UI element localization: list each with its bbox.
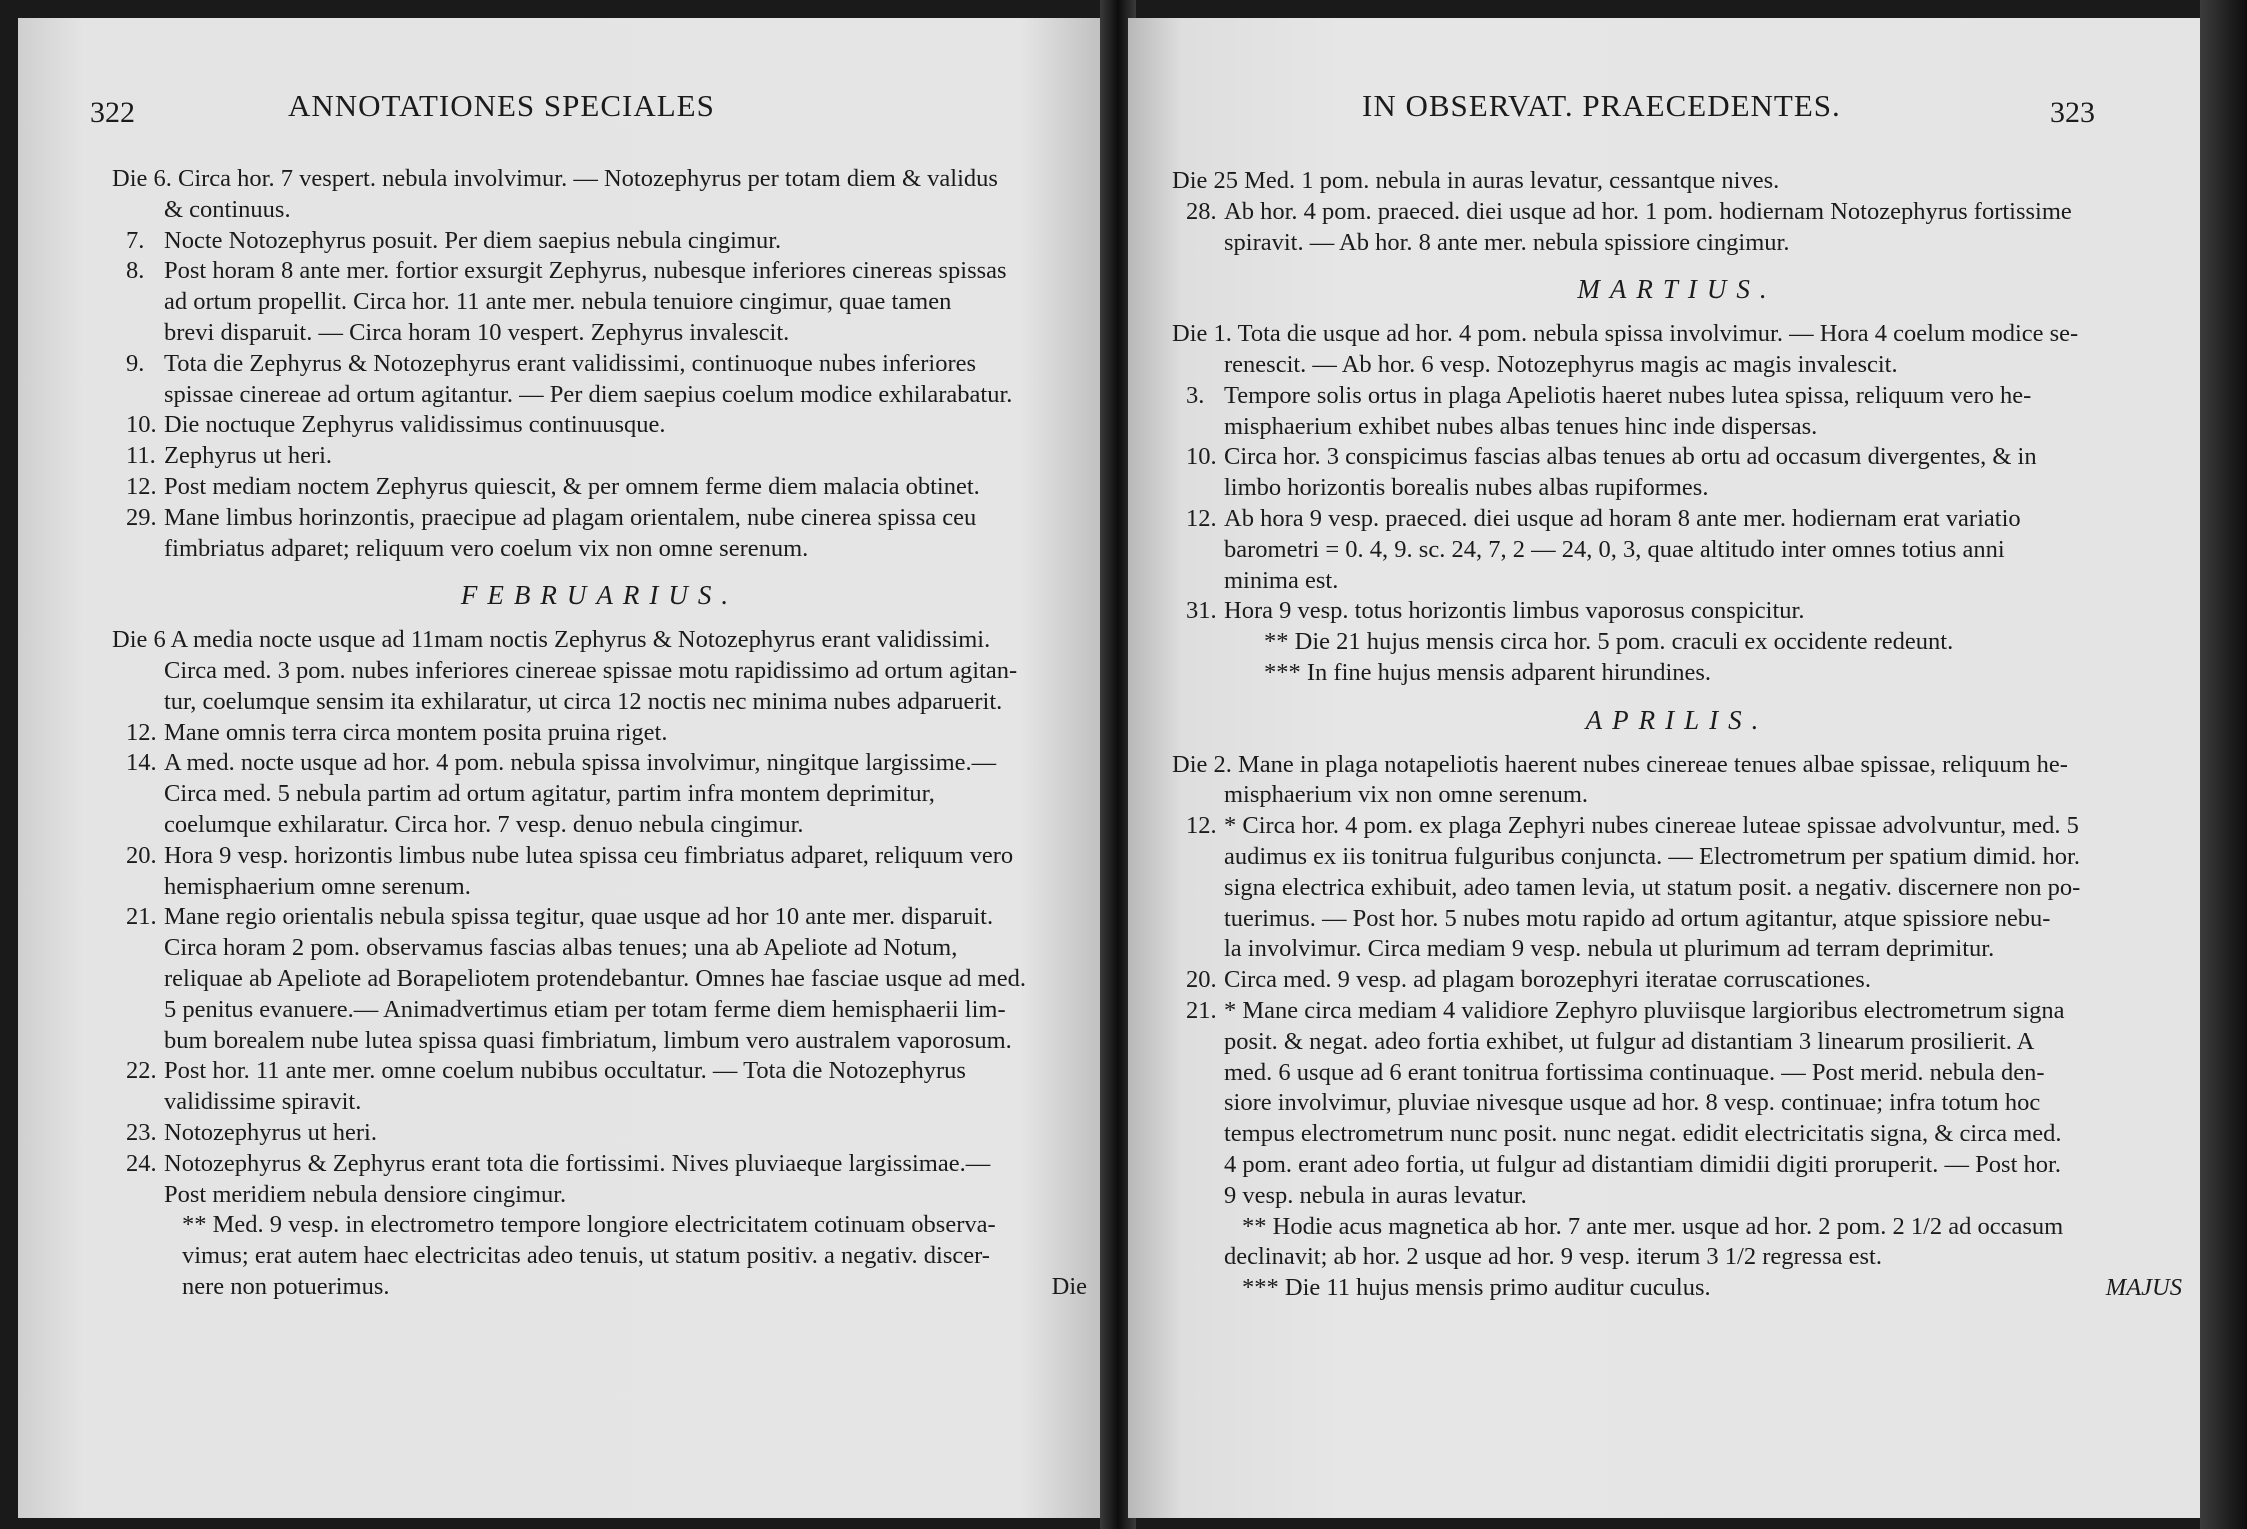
entry-line: fimbriatus adparet; reliquum vero coelum vix non omne serenum. (164, 534, 809, 562)
entry-number: 20. (126, 841, 157, 869)
entry-line: ad ortum propellit. Circa hor. 11 ante mer. nebula tenuiore cingimur, quae tamen (164, 288, 952, 316)
entry-line: hemisphaerium omne serenum. (164, 872, 471, 900)
footnote-electrometer (112, 1210, 1087, 1302)
entry-line: 9 vesp. nebula in auras levatur. (1224, 1181, 1527, 1209)
left-page (18, 18, 1108, 1518)
right-page (1128, 18, 2208, 1518)
entry-jan-4 (112, 410, 1087, 441)
entry-line: Zephyrus ut heri. (164, 442, 333, 470)
note-last-line (182, 1272, 1087, 1303)
entry-line: misphaerium vix non omne serenum. (1224, 781, 1589, 809)
entry-line: reliquae ab Apeliote ad Borapeliotem protendebantur. Omnes hae fasciae usque ad med. (164, 964, 1026, 992)
entry-number: 21. (1186, 996, 1217, 1024)
entry-number: Die 25 (1172, 167, 1238, 194)
entry-line: Notozephyrus & Zephyrus erant tota die fortissimi. Nives pluviaeque largissimae.— (164, 1149, 991, 1177)
entry-mar-1 (1172, 381, 2182, 443)
entry-line: posit. & negat. adeo fortia exhibet, ut fulgur ad distantiam 3 linearum prosilierit. A (1224, 1027, 2035, 1055)
entry-line: 5 penitus evanuere.— Animadvertimus etiam per totam ferme diem hemisphaerii lim- (164, 995, 1006, 1023)
entry-line: tempus electrometrum nunc posit. nunc negat. edidit electricitatis signa, & circa med. (1224, 1120, 2062, 1148)
entry-number: 23. (126, 1118, 157, 1146)
entry-number: 3. (1186, 381, 1205, 409)
entry-jan-7 (112, 503, 1087, 565)
page-number-left: 322 (90, 96, 135, 129)
entry-line: Post meridiem nebula densiore cingimur. (164, 1180, 567, 1208)
entry-feb-3 (112, 841, 1087, 903)
note-line: nere non potuerimus. (182, 1272, 390, 1300)
entry-number: 24. (126, 1149, 157, 1177)
right-body-text (1172, 166, 2182, 1304)
entry-line: Circa horam 2 pom. observamus fascias albas tenues; una ab Apeliote ad Notum, (164, 934, 958, 962)
note-line: ** Med. 9 vesp. in electrometro tempore longiore electricitatem cotinuam observa- (182, 1211, 996, 1239)
entry-line: Mane omnis terra circa montem posita pruina riget. (164, 718, 668, 746)
entry-febc-0 (1172, 166, 2182, 197)
entry-number: 20. (1186, 966, 1217, 994)
book-edge (2200, 0, 2247, 1529)
entry-line: tur, coelumque sensim ita exhilaratur, ut circa 12 noctis nec minima nubes adparuerit. (164, 687, 1003, 715)
entry-line: bum borealem nube lutea spissa quasi fimbriatum, limbum vero australem vaporosum. (164, 1026, 1012, 1054)
entry-line: spissae cinereae ad ortum agitantur. — Per diem saepius coelum modice exhilarabatur. (164, 380, 1013, 408)
entry-line: tuerimus. — Post hor. 5 nubes motu rapido ad ortum agitantur, atque spissiore nebu- (1224, 904, 2051, 932)
entry-line: Circa med. 9 vesp. ad plagam borozephyri iteratae corruscationes. (1224, 966, 1871, 994)
entry-line: Tota die Zephyrus & Notozephyrus erant validissimi, continuoque nubes inferiores (164, 349, 977, 377)
catchword-right: MAJUS (2105, 1274, 2182, 1302)
entry-line: & continuus. (164, 195, 291, 223)
note-line: ** Hodie acus magnetica ab hor. 7 ante mer. usque ad hor. 2 pom. 2 1/2 ad occasum (1242, 1212, 2064, 1240)
entry-number: 10. (1186, 443, 1217, 471)
entry-feb-1 (112, 718, 1087, 749)
entry-number: 10. (126, 411, 157, 439)
month-heading-martius: MARTIUS. (1577, 274, 1777, 305)
entry-mar-4 (1172, 596, 2182, 627)
month-heading-februarius: FEBRUARIUS. (460, 580, 739, 611)
entry-number: 11. (126, 442, 156, 470)
entry-line: Ab hora 9 vesp. praeced. diei usque ad horam 8 ante mer. hodiernam erat variatio (1224, 504, 2021, 532)
entry-line: Med. 1 pom. nebula in auras levatur, cessantque nives. (1244, 167, 1780, 194)
entry-line: Die noctuque Zephyrus validissimus continuusque. (164, 411, 666, 439)
entry-jan-1 (112, 226, 1087, 257)
entry-line: signa electrica exhibuit, adeo tamen levia, ut statum posit. a negativ. discernere non po- (1224, 873, 2081, 901)
entry-feb-4 (112, 902, 1087, 1056)
entry-line: Post mediam noctem Zephyrus quiescit, & per omnem ferme diem malacia obtinet. (164, 472, 980, 500)
entry-line: Mane limbus horinzontis, praecipue ad plagam orientalem, nube cinerea spissa ceu (164, 503, 977, 531)
entry-line: siore involvimur, pluviae nivesque usque ad hor. 8 vesp. continuae; infra totum hoc (1224, 1089, 2041, 1117)
entry-number: 7. (126, 226, 145, 254)
note-line: vimus; erat autem haec electricitas adeo tenuis, ut statum positiv. a negativ. discer- (182, 1242, 990, 1270)
entry-line: * Mane circa mediam 4 validiore Zephyro pluviisque largioribus electrometrum signa (1224, 996, 2065, 1024)
entry-feb-2 (112, 748, 1087, 840)
entry-line: A med. nocte usque ad hor. 4 pom. nebula spissa involvimur, ningitque largissime.— (164, 749, 997, 777)
entry-line: Hora 9 vesp. totus horizontis limbus vaporosus conspicitur. (1224, 597, 1805, 625)
entry-number: 12. (126, 718, 157, 746)
entry-number: 22. (126, 1057, 157, 1085)
entry-mar-2 (1172, 442, 2182, 504)
entry-line: med. 6 usque ad 6 erant tonitrua fortissima continuaque. — Post merid. nebula den- (1224, 1058, 2045, 1086)
entry-number: 31. (1186, 597, 1217, 625)
entry-feb-6 (112, 1118, 1087, 1149)
entry-line: minima est. (1224, 566, 1339, 594)
entry-line: barometri = 0. 4, 9. sc. 24, 7, 2 — 24, 0, 3, quae altitudo inter omnes totius anni (1224, 535, 2005, 563)
entry-line: Notozephyrus ut heri. (164, 1118, 377, 1146)
entry-number: 29. (126, 503, 157, 531)
entry-feb-5 (112, 1056, 1087, 1118)
note-line: declinavit; ab hor. 2 usque ad hor. 9 vesp. iterum 3 1/2 regressa est. (1224, 1243, 1882, 1271)
entry-mar-0 (1172, 319, 2182, 381)
entry-number: Die 6 (112, 626, 166, 654)
entry-feb-0 (112, 625, 1087, 717)
entry-jan-0 (112, 164, 1087, 226)
note-line: *** Die 11 hujus mensis primo auditur cuculus. (1242, 1274, 1711, 1302)
entry-line: la involvimur. Circa mediam 9 vesp. nebula ut plurimum ad terram deprimitur. (1224, 935, 1995, 963)
running-head-left: ANNOTATIONES SPECIALES (288, 88, 715, 123)
march-notes (1172, 627, 2182, 689)
entry-number: Die 2. (1172, 750, 1232, 778)
entry-line: Ab hor. 4 pom. praeced. diei usque ad hor. 1 pom. hodiernam Notozephyrus fortissime (1224, 197, 2072, 225)
april-note-magnetic (1172, 1212, 2182, 1274)
entry-number: 9. (126, 349, 145, 377)
entry-line: 4 pom. erant adeo fortia, ut fulgur ad distantiam dimidii digiti proruperit. — Post hor. (1224, 1150, 2061, 1178)
entry-line: Mane in plaga notapeliotis haerent nubes cinereae tenues albae spissae, reliquum he- (1238, 750, 2068, 778)
entry-jan-5 (112, 441, 1087, 472)
entry-jan-3 (112, 349, 1087, 411)
entry-line: Circa med. 3 pom. nubes inferiores cinereae spissae motu rapidissimo ad ortum agitan- (164, 656, 1018, 684)
entry-line: Circa hor. 7 vespert. nebula involvimur. — Notozephyrus per totam diem & validus (178, 165, 998, 192)
entry-line: validissime spiravit. (164, 1088, 362, 1116)
entry-line: Tota die usque ad hor. 4 pom. nebula spissa involvimur. — Hora 4 coelum modice se- (1237, 320, 2079, 348)
entry-line: renescit. — Ab hor. 6 vesp. Notozephyrus magis ac magis invalescit. (1224, 350, 1898, 378)
entry-number: 8. (126, 257, 145, 285)
april-note-cuculus (1172, 1273, 2182, 1304)
entry-line: Post horam 8 ante mer. fortior exsurgit Zephyrus, nubesque inferiores cinereas spissas (164, 257, 1007, 285)
running-head-right: IN OBSERVAT. PRAECEDENTES. (1362, 88, 1841, 123)
entry-apr-3 (1172, 996, 2182, 1212)
entry-line: spiravit. — Ab hor. 8 ante mer. nebula spissiore cingimur. (1224, 228, 1790, 256)
entry-line: Circa med. 5 nebula partim ad ortum agitatur, partim infra montem deprimitur, (164, 780, 935, 808)
entry-apr-1 (1172, 811, 2182, 965)
entry-jan-2 (112, 256, 1087, 348)
entry-number: Die 1. (1172, 320, 1232, 348)
entry-line: Circa hor. 3 conspicimus fascias albas tenues ab ortu ad occasum divergentes, & in (1224, 443, 2037, 471)
entry-number: 28. (1186, 197, 1217, 225)
entry-feb-7 (112, 1149, 1087, 1211)
left-body-text (112, 164, 1087, 1303)
entry-jan-6 (112, 472, 1087, 503)
entry-line: brevi disparuit. — Circa horam 10 vespert. Zephyrus invalescit. (164, 318, 790, 346)
entry-line: Nocte Notozephyrus posuit. Per diem saepius nebula cingimur. (164, 226, 782, 254)
entry-number: 12. (1186, 504, 1217, 532)
entry-line: Post hor. 11 ante mer. omne coelum nubibus occultatur. — Tota die Notozephyrus (164, 1057, 966, 1085)
entry-number: Die 6. (112, 165, 172, 192)
entry-line: Mane regio orientalis nebula spissa tegitur, quae usque ad hor 10 ante mer. disparuit. (164, 903, 994, 931)
note-line: ** Die 21 hujus mensis circa hor. 5 pom. craculi ex occidente redeunt. (1264, 628, 1954, 656)
entry-line: A media nocte usque ad 11mam noctis Zephyrus & Notozephyrus erant validissimi. (170, 626, 991, 654)
entry-line: audimus ex iis tonitrua fulguribus conjuncta. — Electrometrum per spatium dimid. hor. (1224, 842, 2080, 870)
entry-line: misphaerium exhibet nubes albas tenues hinc inde dispersas. (1224, 412, 1818, 440)
entry-number: 21. (126, 903, 157, 931)
entry-mar-3 (1172, 504, 2182, 596)
entry-number: 12. (126, 472, 157, 500)
entry-line: coelumque exhilaratur. Circa hor. 7 vesp. denuo nebula cingimur. (164, 810, 804, 838)
page-number-right: 323 (2050, 96, 2095, 129)
entry-apr-0 (1172, 750, 2182, 812)
note-line: *** In fine hujus mensis adparent hirundines. (1264, 658, 1712, 686)
entry-line: Hora 9 vesp. horizontis limbus nube lutea spissa ceu fimbriatus adparet, reliquum vero (164, 841, 1014, 869)
entry-line: * Circa hor. 4 pom. ex plaga Zephyri nubes cinereae luteae spissae advolvuntur, med. 5 (1224, 812, 2079, 840)
entry-line: Tempore solis ortus in plaga Apeliotis haeret nubes lutea spissa, reliquum vero he- (1224, 381, 2032, 409)
entry-apr-2 (1172, 965, 2182, 996)
entry-number: 12. (1186, 812, 1217, 840)
entry-number: 14. (126, 749, 157, 777)
entry-line: limbo horizontis borealis nubes albas rupiformes. (1224, 474, 1709, 502)
catchword-left: Die (1051, 1272, 1087, 1300)
month-heading-aprilis: APRILIS. (1585, 704, 1769, 735)
entry-febc-1 (1172, 197, 2182, 259)
